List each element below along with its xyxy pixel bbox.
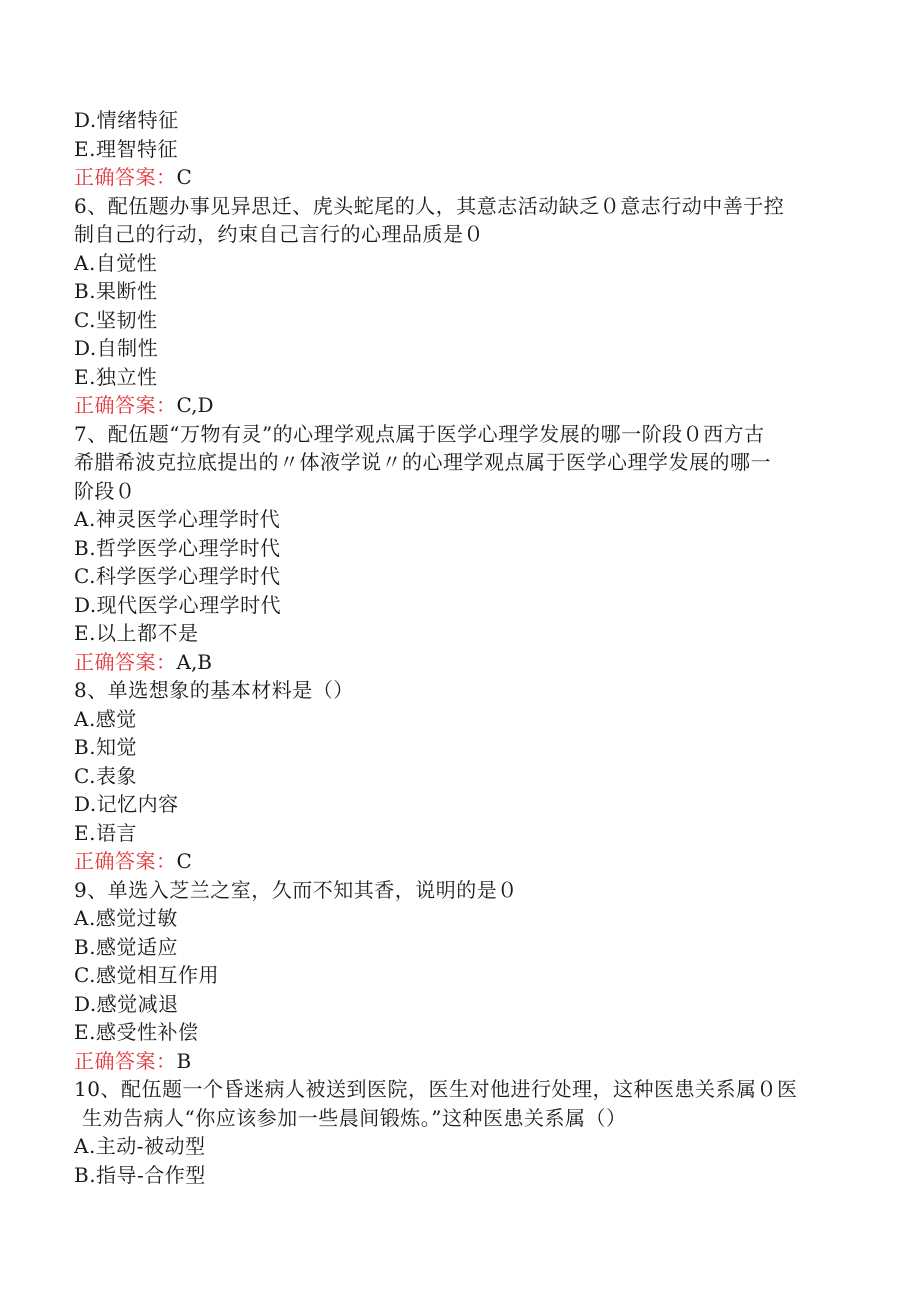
option-line: C.表象 xyxy=(74,763,137,788)
question-block xyxy=(74,192,844,249)
answer-value: C xyxy=(176,165,192,189)
option-line: D.情绪特征 xyxy=(74,108,179,132)
question-block xyxy=(74,676,844,705)
question-text: 9、单选入芝兰之室，久而不知其香，说明的是０ xyxy=(74,877,518,902)
question-block xyxy=(74,420,844,506)
answer-label: 正确答案： xyxy=(74,165,177,189)
answer-value: B xyxy=(176,1048,192,1073)
answer-line xyxy=(74,648,844,677)
answer-value: A,B xyxy=(176,649,212,674)
question-text: 希腊希波克拉底提出的〃体液学说〃的心理学观点属于医学心理学发展的哪一 xyxy=(74,450,771,474)
answer-line xyxy=(74,1047,844,1076)
option-line: B.指导-合作型 xyxy=(74,1162,206,1187)
option-line: A.感觉过敏 xyxy=(74,906,178,930)
option-line: A.感觉 xyxy=(74,706,137,731)
option-line: B.果断性 xyxy=(74,279,158,303)
option-line: E.感受性补偿 xyxy=(74,1020,199,1044)
answer-label: 正确答案： xyxy=(74,393,177,417)
option-line: B.哲学医学心理学时代 xyxy=(74,535,281,560)
question-text: 阶段０ xyxy=(74,478,136,503)
option-line: E.以上都不是 xyxy=(74,621,199,645)
question-text: 6、配伍题办事见异思迁、虎头蛇尾的人，其意志活动缺乏０意志行动中善于控 xyxy=(74,193,785,218)
question-block xyxy=(74,876,844,905)
question-text: 生劝告病人“你应该参加一些晨间锻炼。”这种医患关系属（） xyxy=(82,1105,627,1130)
option-line: E.理智特征 xyxy=(74,136,178,161)
question-text: 制自己的行动，约束自己言行的心理品质是０ xyxy=(74,222,484,246)
question-text: 7、配伍题“万物有灵”的心理学观点属于医学心理学发展的哪一阶段０西方古 xyxy=(74,421,765,446)
answer-line xyxy=(74,847,844,876)
answer-line xyxy=(74,391,844,420)
question-text: 8、单选想象的基本材料是（） xyxy=(74,678,354,702)
question-text: 10、配伍题一个昏迷病人被送到医院，医生对他进行处理，这种医患关系属０医 xyxy=(74,1077,798,1101)
document-content xyxy=(74,106,844,1189)
option-line: D.记忆内容 xyxy=(74,792,179,816)
option-line: A.主动-被动型 xyxy=(74,1134,206,1158)
option-line: E.语言 xyxy=(74,820,137,845)
option-line: C.科学医学心理学时代 xyxy=(74,564,281,588)
answer-label: 正确答案： xyxy=(74,849,177,873)
option-line: A.自觉性 xyxy=(74,250,158,275)
option-line: A.神灵医学心理学时代 xyxy=(74,507,281,531)
answer-value: C,D xyxy=(176,393,214,417)
option-line: D.感觉减退 xyxy=(74,991,179,1016)
question-block xyxy=(74,1075,844,1132)
option-line: B.感觉适应 xyxy=(74,934,179,959)
option-line: C.坚韧性 xyxy=(74,307,158,332)
answer-label: 正确答案： xyxy=(74,1048,177,1073)
answer-value: C xyxy=(176,849,192,873)
option-line: D.自制性 xyxy=(74,336,159,360)
option-line: B.知觉 xyxy=(74,735,138,759)
option-line: C.感觉相互作用 xyxy=(74,963,219,987)
option-line: D.现代医学心理学时代 xyxy=(74,592,282,617)
option-line: E.独立性 xyxy=(74,364,158,389)
answer-line xyxy=(74,163,844,192)
answer-label: 正确答案： xyxy=(74,649,177,674)
